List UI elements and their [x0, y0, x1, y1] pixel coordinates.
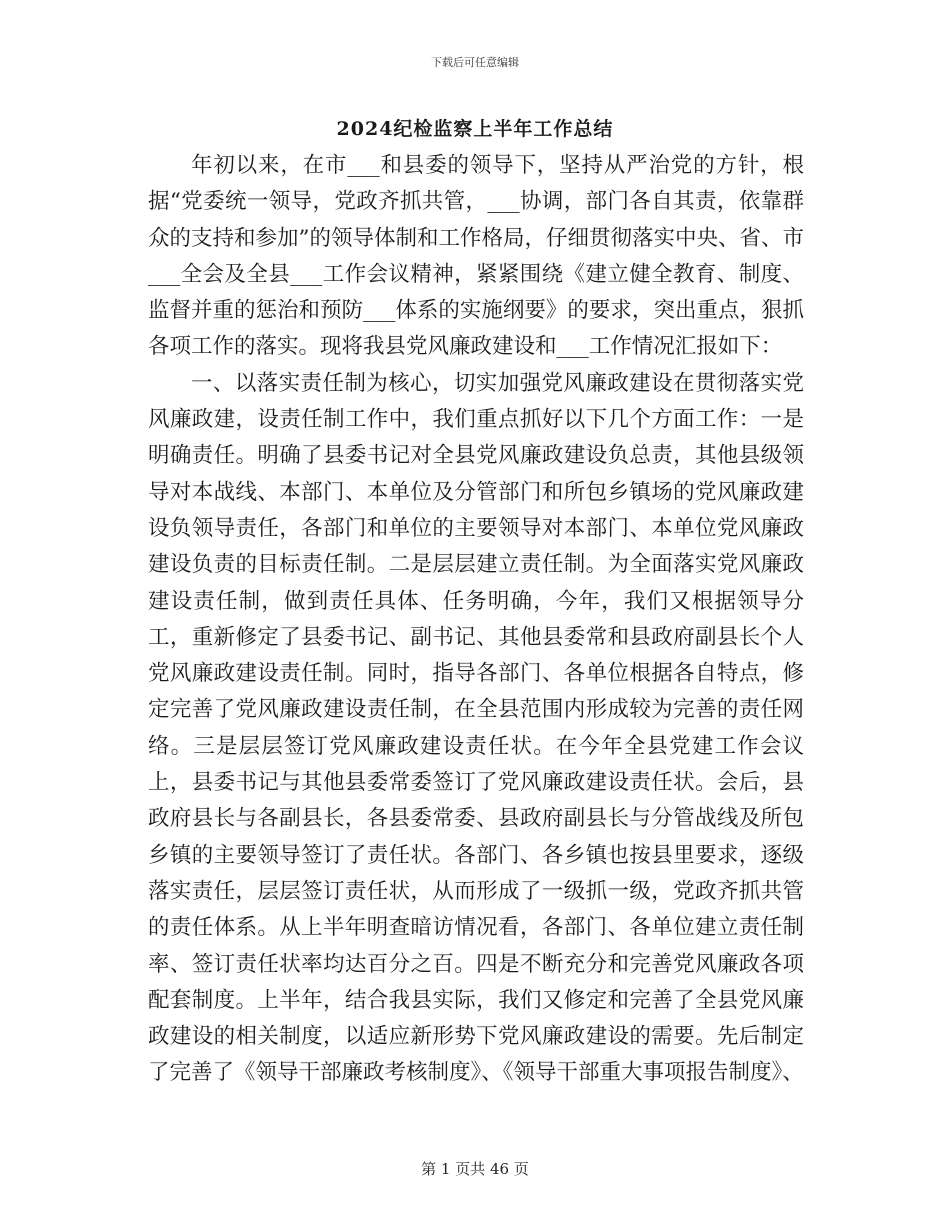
paragraph-section-one: 一、以落实责任制为核心，切实加强党风廉政建设在贯彻落实党风廉政建，设责任制工作中，我们重点抓好以下几个方面工作：一是明确责任。明确了县委书记对全县党风廉政建设负总责，其他县级领导对本战线、本部门、本单位及分管部门和所包乡镇场的党风廉政建设负领导责任，各部门和单位的主要领导对本部门、本单位党风廉政建设负责的目标责任制。二是层层建立责任制。为全面落实党风廉政建设责任制，做到责任具体、任务明确，今年，我们又根据领导分工，重新修定了县委书记、副书记、其他县委常和县政府副县长个人党风廉政建设责任制。同时，指导各部门、各单位根据各自特点，修定完善了党风廉政建设责任制，在全县范围内形成较为完善的责任网络。三是层层签订党风廉政建设责任状。在今年全县党建工作会议上，县委书记与其他县委常委签订了党风廉政建设责任状。会后，县政府县长与各副县长，各县委常委、县政府副县长与分管战线及所包乡镇的主要领导签订了责任状。各部门、各乡镇也按县里要求，逐级落实责任，层层签订责任状，从而形成了一级抓一级，党政齐抓共管的责任体系。从上半年明查暗访情况看，各部门、各单位建立责任制率、签订责任状率均达百分之百。四是不断充分和完善党风廉政各项配套制度。上半年，结合我县实际，我们又修定和完善了全县党风廉政建设的相关制度，以适应新形势下党风廉政建设的需要。先后制定了完善了《领导干部廉政考核制度》、《领导干部重大事项报告制度》、	[148, 370, 804, 1086]
document-body	[148, 148, 804, 1092]
paragraph-intro: 年初以来，在市___和县委的领导下，坚持从严治党的方针，根据“党委统一领导，党政齐抓共管，___协调，部门各自其责，依靠群众的支持和参加”的领导体制和工作格局，仔细贯彻落实中央、省、市___全会及全县___工作会议精神，紧紧围绕《建立健全教育、制度、监督并重的惩治和预防___体系的实施纲要》的要求，突出重点，狠抓各项工作的落实。现将我县党风廉政建设和___工作情况汇报如下：	[148, 153, 804, 360]
page-header-note: 下载后可任意编辑	[431, 56, 519, 69]
page-number-footer: 第 1 页共 46 页	[421, 1160, 529, 1178]
document-title: 2024纪检监察上半年工作总结	[336, 118, 614, 140]
